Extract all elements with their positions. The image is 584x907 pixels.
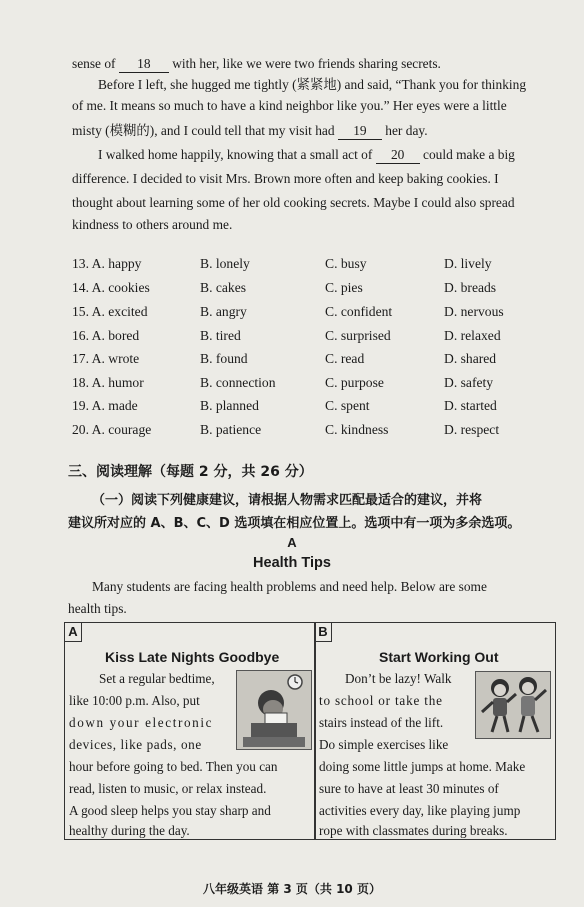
- option-17-c: C. read: [325, 351, 365, 366]
- option-14-d: D. breads: [444, 280, 497, 295]
- option-13-a: 13. A. happy: [72, 256, 142, 271]
- option-15-c: C. confident: [325, 304, 393, 319]
- option-19-a: 19. A. made: [72, 398, 138, 413]
- passage-line-5: [98, 146, 515, 164]
- tip-box-a: [64, 622, 316, 840]
- option-16-b: B. tired: [200, 328, 241, 343]
- option-18-a: 18. A. humor: [72, 375, 144, 390]
- box-b-line: Don’t be lazy! Walk: [345, 671, 452, 686]
- box-a-title: Kiss Late Nights Goodbye: [105, 649, 280, 665]
- option-13-c: C. busy: [325, 256, 367, 271]
- instruction-line-1: （一）阅读下列健康建议，请根据人物需求匹配最适合的建议，并将: [92, 493, 483, 508]
- intro-line-1: Many students are facing health problems and need help. Below are some: [92, 579, 487, 594]
- tip-box-b: [314, 622, 556, 840]
- box-a-line: like 10:00 p.m. Also, put: [69, 693, 200, 708]
- option-15-a: 15. A. excited: [72, 304, 148, 319]
- heading-health-tips: Health Tips: [253, 555, 331, 571]
- passage-text: could make a big: [423, 147, 515, 162]
- option-17-d: D. shared: [444, 351, 497, 366]
- option-16-a: 16. A. bored: [72, 328, 140, 343]
- instruction-line-2: 建议所对应的 A、B、C、D 选项填在相应位置上。选项中有一项为多余选项。: [68, 516, 521, 531]
- box-a-line: read, listen to music, or relax instead.: [69, 781, 267, 796]
- passage-text: I walked home happily, knowing that a small act of: [98, 147, 373, 162]
- page-footer: 八年级英语 第 3 页（共 10 页）: [203, 882, 381, 896]
- box-a-line: A good sleep helps you stay sharp and: [69, 803, 271, 818]
- box-a-line: healthy during the day.: [69, 823, 190, 838]
- option-20-d: D. respect: [444, 422, 500, 437]
- passage-line-6: difference. I decided to visit Mrs. Brown more often and keep baking cookies. I: [72, 171, 499, 186]
- passage-line-4: [72, 122, 428, 140]
- box-b-line: activities every day, like playing jump: [319, 803, 521, 818]
- option-19-c: C. spent: [325, 398, 370, 413]
- box-b-tag: B: [315, 623, 332, 642]
- option-20-c: C. kindness: [325, 422, 389, 437]
- box-b-line: sure to have at least 30 minutes of: [319, 781, 499, 796]
- box-b-line: stairs instead of the lift.: [319, 715, 444, 730]
- box-a-line: Set a regular bedtime,: [99, 671, 215, 686]
- sleepless-student-illustration: [236, 670, 312, 750]
- box-b-line: to school or take the: [319, 693, 443, 708]
- option-20-b: B. patience: [200, 422, 262, 437]
- passage-line-2: Before I left, she hugged me tightly (紧紧地) and said, “Thank you for thinking: [98, 77, 527, 92]
- option-17-a: 17. A. wrote: [72, 351, 140, 366]
- passage-line-8: kindness to others around me.: [72, 217, 233, 232]
- option-18-c: C. purpose: [325, 375, 384, 390]
- box-b-line: Do simple exercises like: [319, 737, 449, 752]
- option-14-a: 14. A. cookies: [72, 280, 150, 295]
- passage-text: with her, like we were two friends sharing secrets.: [172, 56, 441, 71]
- box-a-line: down your electronic: [69, 715, 214, 730]
- exercising-kids-illustration: [475, 671, 551, 739]
- passage-line-1: [72, 55, 441, 73]
- option-15-d: D. nervous: [444, 304, 504, 319]
- option-14-b: B. cakes: [200, 280, 247, 295]
- part-letter: A: [287, 535, 297, 550]
- box-a-line: hour before going to bed. Then you can: [69, 759, 278, 774]
- option-17-b: B. found: [200, 351, 248, 366]
- box-a-tag: A: [65, 623, 82, 642]
- passage-text: sense of: [72, 56, 116, 71]
- option-18-d: D. safety: [444, 375, 494, 390]
- option-18-b: B. connection: [200, 375, 276, 390]
- blank-18: 18: [119, 55, 169, 73]
- blank-20: 20: [376, 146, 420, 164]
- passage-line-3: of me. It means so much to have a kind neighbor like you.” Her eyes were a little: [72, 98, 507, 113]
- option-14-c: C. pies: [325, 280, 363, 295]
- option-16-d: D. relaxed: [444, 328, 501, 343]
- option-16-c: C. surprised: [325, 328, 391, 343]
- box-a-line: devices, like pads, one: [69, 737, 202, 752]
- option-13-b: B. lonely: [200, 256, 250, 271]
- option-20-a: 20. A. courage: [72, 422, 152, 437]
- intro-line-2: health tips.: [68, 601, 127, 616]
- box-b-line: doing some little jumps at home. Make: [319, 759, 526, 774]
- section-title: 三、阅读理解（每题 2 分，共 26 分）: [68, 464, 313, 480]
- option-19-d: D. started: [444, 398, 497, 413]
- blank-19: 19: [338, 122, 382, 140]
- passage-text: her day.: [385, 123, 428, 138]
- option-19-b: B. planned: [200, 398, 259, 413]
- passage-text: misty (模糊的), and I could tell that my visit had: [72, 123, 335, 138]
- box-b-title: Start Working Out: [379, 649, 499, 665]
- passage-line-7: thought about learning some of her old cooking secrets. Maybe I could also spread: [72, 195, 515, 210]
- option-15-b: B. angry: [200, 304, 247, 319]
- box-b-line: rope with classmates during breaks.: [319, 823, 508, 838]
- option-13-d: D. lively: [444, 256, 492, 271]
